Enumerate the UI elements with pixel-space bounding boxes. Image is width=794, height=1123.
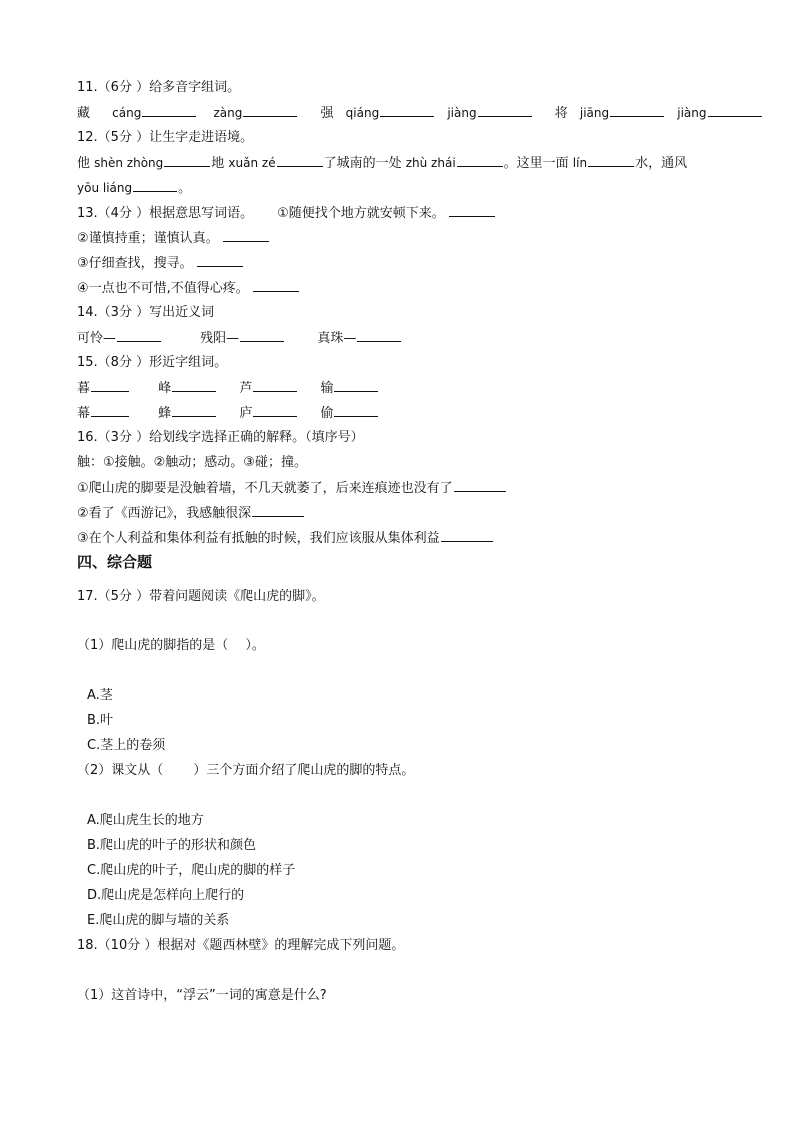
q11-pinyin: zàng — [213, 106, 243, 120]
q15-heading: 15.（8分 ）形近字组词。 — [77, 355, 228, 370]
q16-heading: 16.（3分 ）给划线字选择正确的解释。（填序号） — [77, 430, 364, 445]
q15-char: 暮 — [77, 381, 91, 396]
answer-blank[interactable] — [164, 154, 210, 167]
q12-text: 水，通风 — [635, 156, 688, 171]
q12-pinyin: lín — [572, 156, 588, 170]
answer-blank[interactable] — [91, 404, 129, 417]
q11-char-3: 将 — [554, 106, 568, 121]
q17-option-b[interactable]: B.爬山虎的叶子的形状和颜色 — [87, 838, 257, 853]
answer-blank[interactable] — [457, 154, 503, 167]
q13-item-4: ④一点也不可惜,不值得心疼。 — [77, 281, 249, 296]
q12-text: 。 — [178, 181, 192, 196]
answer-blank[interactable] — [172, 379, 216, 392]
q13-line-4 — [77, 279, 300, 298]
answer-blank[interactable] — [380, 104, 434, 117]
q12-text: 了城南的一处 — [323, 156, 406, 171]
q14-word: 残阳— — [200, 331, 240, 346]
q15-char: 峰 — [158, 381, 172, 396]
answer-blank[interactable] — [253, 379, 297, 392]
answer-blank[interactable] — [708, 104, 762, 117]
q17-option-a[interactable]: A.茎 — [87, 688, 113, 703]
answer-blank[interactable] — [357, 329, 401, 342]
q12-pinyin: yōu liáng — [77, 181, 133, 195]
q16-definitions: 触：①接触。②触动；感动。③碰；撞。 — [77, 455, 307, 470]
answer-blank[interactable] — [334, 404, 378, 417]
q16-sentence-3 — [77, 529, 494, 548]
q15-char: 蜂 — [158, 406, 172, 421]
answer-blank[interactable] — [449, 204, 495, 217]
answer-blank[interactable] — [441, 529, 493, 542]
q14-row — [77, 329, 402, 348]
q14-word: 真珠— — [317, 331, 357, 346]
q15-row-2 — [77, 404, 379, 423]
q12-line-1 — [77, 154, 687, 173]
q13-item-2: ②谨慎持重；谨慎认真。 — [77, 231, 219, 246]
answer-blank[interactable] — [454, 479, 506, 492]
q15-char: 芦 — [239, 381, 253, 396]
q12-text: 地 — [211, 156, 229, 171]
q13-line-2 — [77, 229, 270, 248]
q13-line-3 — [77, 254, 244, 273]
q14-heading: 14.（3分 ）写出近义词 — [77, 305, 215, 320]
q18-sub-1: （1）这首诗中，“浮云”一词的寓意是什么? — [77, 988, 327, 1003]
q15-char: 庐 — [239, 406, 253, 421]
answer-blank[interactable] — [253, 404, 297, 417]
q16-sentence-text: ①爬山虎的脚要是没触着墙，不几天就萎了，后来连痕迹也没有了 — [77, 481, 453, 496]
q12-pinyin: xuǎn zé — [228, 156, 276, 170]
q11-pinyin: cáng — [112, 106, 142, 120]
q17-sub-1: （1）爬山虎的脚指的是（ ）。 — [77, 638, 265, 653]
q18-heading: 18.（10分 ）根据对《题西林壁》的理解完成下列问题。 — [77, 938, 405, 953]
answer-blank[interactable] — [91, 379, 129, 392]
q17-sub-2: （2）课文从（ ）三个方面介绍了爬山虎的脚的特点。 — [77, 763, 415, 778]
q11-char-2: 强 — [320, 106, 334, 121]
q11-pinyin: jiāng — [579, 106, 610, 120]
q16-sentence-1 — [77, 479, 507, 498]
q17-heading: 17.（5分 ）带着问题阅读《爬山虎的脚》。 — [77, 589, 325, 604]
q17-option-a[interactable]: A.爬山虎生长的地方 — [87, 813, 204, 828]
answer-blank[interactable] — [142, 104, 196, 117]
answer-blank[interactable] — [277, 154, 323, 167]
q12-pinyin: shèn zhòng — [94, 156, 164, 170]
q17-option-e[interactable]: E.爬山虎的脚与墙的关系 — [87, 913, 230, 928]
answer-blank[interactable] — [334, 379, 378, 392]
answer-blank[interactable] — [117, 329, 161, 342]
q12-pinyin: zhù zhái — [405, 156, 456, 170]
answer-blank[interactable] — [197, 254, 243, 267]
q16-sentence-text: ③在个人利益和集体利益有抵触的时候，我们应该服从集体利益 — [77, 531, 440, 546]
q13-item-1: ①随便找个地方就安顿下来。 — [277, 206, 445, 221]
q15-char: 幕 — [77, 406, 91, 421]
q11-heading: 11.（6分 ）给多音字组词。 — [77, 80, 241, 95]
q15-char: 输 — [320, 381, 334, 396]
answer-blank[interactable] — [610, 104, 664, 117]
answer-blank[interactable] — [588, 154, 634, 167]
answer-blank[interactable] — [223, 229, 269, 242]
q11-pinyin: jiàng — [677, 106, 707, 120]
q12-line-2 — [77, 179, 191, 198]
q12-text: 。这里一面 — [503, 156, 573, 171]
q17-option-b[interactable]: B.叶 — [87, 713, 114, 728]
section-heading: 四、综合题 — [77, 553, 153, 571]
q11-char-1: 藏 — [77, 106, 91, 121]
q13-heading: 13.（4分 ）根据意思写词语。 — [77, 206, 254, 221]
q12-heading: 12.（5分 ）让生字走进语境。 — [77, 130, 254, 145]
q13-item-3: ③仔细查找，搜寻。 — [77, 256, 193, 271]
answer-blank[interactable] — [240, 329, 284, 342]
q12-text: 他 — [77, 156, 95, 171]
answer-blank[interactable] — [172, 404, 216, 417]
q17-option-c[interactable]: C.爬山虎的叶子，爬山虎的脚的样子 — [87, 863, 296, 878]
answer-blank[interactable] — [478, 104, 532, 117]
q17-option-d[interactable]: D.爬山虎是怎样向上爬行的 — [87, 888, 245, 903]
q11-pinyin: qiáng — [345, 106, 380, 120]
q11-pinyin: jiàng — [447, 106, 477, 120]
answer-blank[interactable] — [243, 104, 297, 117]
q16-sentence-2 — [77, 504, 305, 523]
answer-blank[interactable] — [253, 279, 299, 292]
q17-option-c[interactable]: C.茎上的卷须 — [87, 738, 166, 753]
q14-word: 可怜— — [77, 331, 117, 346]
answer-blank[interactable] — [133, 179, 177, 192]
q15-char: 偷 — [320, 406, 334, 421]
answer-blank[interactable] — [252, 504, 304, 517]
q16-sentence-text: ②看了《西游记》，我感触很深 — [77, 506, 252, 521]
q13-line-1 — [77, 204, 496, 223]
q15-row-1 — [77, 379, 379, 398]
q11-row — [77, 104, 763, 123]
